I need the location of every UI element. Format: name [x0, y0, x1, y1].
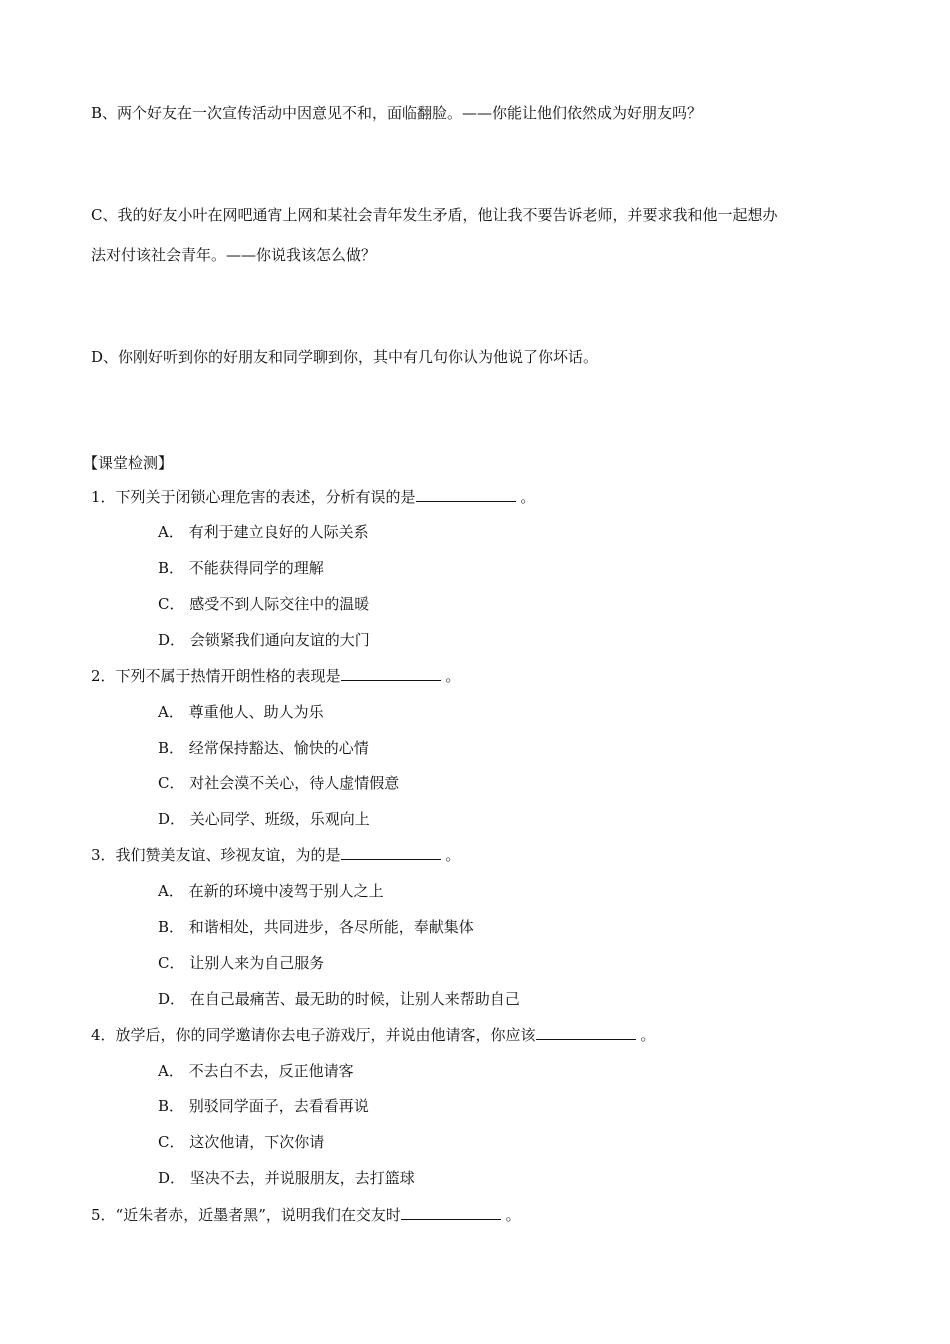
question-number: 1． [91, 488, 116, 506]
question-tail: 。 [440, 846, 461, 864]
question-text: 下列关于闭锁心理危害的表述，分析有误的是 [115, 488, 416, 506]
answer-blank[interactable] [341, 666, 441, 681]
question-text: “近朱者赤，近墨者黑”，说明我们在交友时 [115, 1206, 401, 1224]
question-4-option-a: A． 不去白不去，反正他请客 [158, 1062, 354, 1080]
question-3-option-b: B． 和谐相处，共同进步，各尽所能，奉献集体 [158, 918, 474, 936]
scenario-d-line-1: D、你刚好听到你的好朋友和同学聊到你，其中有几句你认为他说了你坏话。 [91, 348, 599, 366]
question-1-option-b: B． 不能获得同学的理解 [158, 559, 324, 577]
question-3-option-a: A． 在新的环境中凌驾于别人之上 [158, 882, 384, 900]
question-tail: 。 [500, 1206, 521, 1224]
question-5 [91, 1205, 521, 1225]
question-1-option-a: A． 有利于建立良好的人际关系 [158, 523, 369, 541]
question-number: 3． [91, 846, 116, 864]
question-text: 放学后，你的同学邀请你去电子游戏厅，并说由他请客，你应该 [115, 1026, 536, 1044]
question-number: 5． [91, 1206, 116, 1224]
section-title: 【课堂检测】 [83, 454, 174, 472]
question-1-option-d: D． 会锁紧我们通向友谊的大门 [158, 631, 370, 649]
question-3 [91, 845, 460, 865]
scenario-b-line-1: B、两个好友在一次宣传活动中因意见不和，面临翻脸。——你能让他们依然成为好朋友吗？ [91, 104, 703, 122]
question-3-option-d: D． 在自己最痛苦、最无助的时候，让别人来帮助自己 [158, 990, 520, 1008]
question-2-option-c: C． 对社会漠不关心，待人虚情假意 [158, 774, 400, 792]
question-2-option-a: A． 尊重他人、助人为乐 [158, 703, 324, 721]
question-4-option-b: B． 别驳同学面子，去看看再说 [158, 1097, 369, 1115]
question-4 [91, 1025, 655, 1045]
question-tail: 。 [635, 1026, 656, 1044]
question-4-option-c: C． 这次他请，下次你请 [158, 1133, 325, 1151]
scenario-c-line-2: 法对付该社会青年。——你说我该怎么做？ [91, 246, 377, 264]
question-number: 2． [91, 667, 116, 685]
question-number: 4． [91, 1026, 116, 1044]
question-tail: 。 [440, 667, 461, 685]
answer-blank[interactable] [536, 1025, 636, 1040]
question-2 [91, 666, 460, 686]
answer-blank[interactable] [401, 1205, 501, 1220]
question-3-option-c: C． 让别人来为自己服务 [158, 954, 325, 972]
scenario-c-line-1: C、我的好友小叶在网吧通宵上网和某社会青年发生矛盾，他让我不要告诉老师，并要求我和他一起想办 [91, 206, 778, 224]
question-1 [91, 487, 535, 507]
question-1-option-c: C． 感受不到人际交往中的温暖 [158, 595, 370, 613]
answer-blank[interactable] [341, 845, 441, 860]
question-2-option-b: B． 经常保持豁达、愉快的心情 [158, 739, 369, 757]
question-2-option-d: D． 关心同学、班级，乐观向上 [158, 810, 370, 828]
answer-blank[interactable] [416, 487, 516, 502]
question-text: 我们赞美友谊、珍视友谊，为的是 [115, 846, 341, 864]
question-4-option-d: D． 坚决不去，并说服朋友，去打篮球 [158, 1169, 415, 1187]
question-tail: 。 [515, 488, 536, 506]
question-text: 下列不属于热情开朗性格的表现是 [115, 667, 341, 685]
